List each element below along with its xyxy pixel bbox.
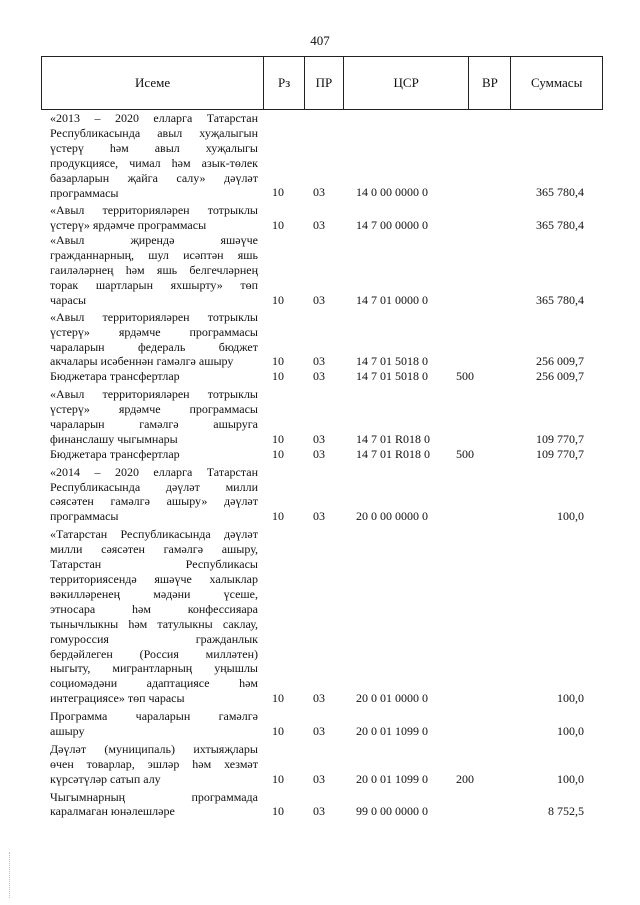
row-sum: 365 780,4 [536, 292, 584, 307]
table-row [0, 369, 640, 384]
row-name [50, 369, 258, 384]
row-name-line: «Авыл территорияләрен тотрыклы [50, 387, 258, 402]
row-name-line: үстерү» ярдәмче программасы [50, 324, 258, 339]
row-name-line: чараларын гамәлгә ашыруга [50, 416, 258, 431]
row-sum: 8 752,5 [548, 804, 584, 819]
scan-margin-marks [9, 852, 12, 898]
row-name-line: социомәдәни адаптациясе һәм [50, 676, 258, 691]
row-name-line: Дәүләт (муниципаль) ихтыяҗлары [50, 741, 258, 756]
row-rz: 10 [272, 446, 284, 461]
row-name-line: ныгыту, мигрантларның уңышлы [50, 661, 258, 676]
row-rz: 10 [272, 369, 284, 384]
row-name-line: чараларын федераль бюджет [50, 339, 258, 354]
row-pr: 03 [313, 431, 325, 446]
row-rz: 10 [272, 771, 284, 786]
row-name-line: Бюджетара трансфертлар [50, 446, 180, 461]
row-name [50, 742, 258, 787]
row-pr: 03 [313, 292, 325, 307]
table-row [0, 310, 640, 370]
row-sum: 256 009,7 [536, 369, 584, 384]
row-rz: 10 [272, 509, 284, 524]
row-rz: 10 [272, 354, 284, 369]
row-name-line: үстерү» ярдәмче программасы [50, 218, 207, 233]
row-name-line: Республикасында дәүләт милли [50, 479, 258, 494]
row-name [50, 233, 258, 308]
row-name-line: продукциясе, чимал һәм азык-төлек [50, 155, 258, 170]
row-name-line: бердәйлеген (Россия милләтен) [50, 646, 258, 661]
row-pr: 03 [313, 804, 325, 819]
row-csr: 20 0 00 0000 0 [356, 509, 428, 524]
row-name-line: гражданнарның, шул исәптән яшь [50, 248, 258, 263]
row-name-line: ашыру [50, 723, 85, 738]
header-name: Исеме [42, 57, 264, 109]
table-row [0, 709, 640, 739]
header-vr: ВР [469, 57, 511, 109]
row-name-line: вәкилләренең мәдәни үсеше, [50, 586, 258, 601]
row-csr: 20 0 01 1099 0 [356, 723, 428, 738]
row-name [50, 111, 258, 200]
row-name [50, 465, 258, 525]
table-row [0, 447, 640, 462]
table-row [0, 527, 640, 706]
row-rz: 10 [272, 804, 284, 819]
header-sum: Суммасы [531, 75, 583, 90]
row-sum: 100,0 [557, 723, 584, 738]
table-row [0, 203, 640, 233]
row-name-line: базарларын җайга салу» дәүләт [50, 170, 258, 185]
table-row [0, 742, 640, 787]
row-name-line: интеграциясе» төп чарасы [50, 691, 185, 706]
row-name-line: милли сәясәтен гамәлгә ашыру, [50, 542, 258, 557]
row-name [50, 790, 258, 820]
row-sum: 109 770,7 [536, 431, 584, 446]
row-rz: 10 [272, 431, 284, 446]
row-name-line: каралмаган юнәлешләре [50, 804, 175, 819]
row-vr: 500 [456, 446, 474, 461]
row-name-line: «Авыл территорияләрен тотрыклы [50, 203, 258, 218]
row-name-line: тынычлыкны һәм татулыкны саклау, [50, 616, 258, 631]
row-name-line: программасы [50, 509, 119, 524]
row-name [50, 203, 258, 233]
table-header [41, 56, 603, 110]
row-name [50, 447, 258, 462]
row-name-line: «Авыл җирендә яшәүче [50, 233, 258, 248]
row-rz: 10 [272, 691, 284, 706]
row-rz: 10 [272, 185, 284, 200]
row-csr: 14 0 00 0000 0 [356, 185, 428, 200]
row-rz: 10 [272, 292, 284, 307]
header-pr: ПР [305, 57, 344, 109]
row-sum: 365 780,4 [536, 185, 584, 200]
row-name-line: «2013 – 2020 елларга Татарстан [50, 111, 258, 125]
row-csr: 14 7 00 0000 0 [356, 218, 428, 233]
row-name-line: үстерү һәм авыл хуҗалыгы [50, 140, 258, 155]
row-name [50, 310, 258, 370]
row-vr: 500 [456, 369, 474, 384]
row-name-line: сәясәтен гамәлгә ашыру» дәүләт [50, 494, 258, 509]
header-rz: Рз [264, 57, 305, 109]
row-name-line: өчен товарлар, эшләр һәм хезмәт [50, 756, 258, 771]
row-name [50, 387, 258, 447]
row-pr: 03 [313, 185, 325, 200]
header-csr: ЦСР [344, 57, 470, 109]
row-name-line: Чыгымнарның программада [50, 789, 258, 804]
row-name-line: үстерү» ярдәмче программасы [50, 402, 258, 417]
row-csr: 14 7 01 5018 0 [356, 369, 428, 384]
row-name-line: акчалары исәбеннән гамәлгә ашыру [50, 354, 234, 369]
row-csr: 14 7 01 0000 0 [356, 292, 428, 307]
row-csr: 20 0 01 0000 0 [356, 691, 428, 706]
row-name-line: «2014 – 2020 елларга Татарстан [50, 464, 258, 479]
row-name-line: гомуроссия гражданлык [50, 631, 258, 646]
row-name-line: Бюджетара трансфертлар [50, 369, 180, 384]
page-number: 407 [310, 33, 330, 48]
row-csr: 14 7 01 R018 0 [356, 431, 431, 446]
table-row [0, 233, 640, 308]
row-csr: 14 7 01 R018 0 [356, 446, 431, 461]
row-pr: 03 [313, 509, 325, 524]
row-name-line: территориясендә яшәүче халыклар [50, 571, 258, 586]
row-pr: 03 [313, 446, 325, 461]
row-name-line: гаиләләрнең һәм яшь белгечләрнең [50, 263, 258, 277]
row-pr: 03 [313, 691, 325, 706]
row-sum: 256 009,7 [536, 354, 584, 369]
row-csr: 20 0 01 1099 0 [356, 771, 428, 786]
row-sum: 100,0 [557, 771, 584, 786]
row-pr: 03 [313, 771, 325, 786]
row-name-line: Республикасында авыл хуҗалыгын [50, 125, 258, 140]
row-rz: 10 [272, 723, 284, 738]
row-name-line: күрсәтүләр сатып алу [50, 771, 161, 786]
row-name-line: «Авыл территорияләрен тотрыклы [50, 309, 258, 324]
row-pr: 03 [313, 354, 325, 369]
row-pr: 03 [313, 723, 325, 738]
row-name [50, 527, 258, 706]
row-csr: 14 7 01 5018 0 [356, 354, 428, 369]
row-vr: 200 [456, 771, 474, 786]
row-rz: 10 [272, 218, 284, 233]
row-name-line: финанслашу чыгымнары [50, 431, 178, 446]
row-name-line: чарасы [50, 292, 87, 307]
table-row [0, 790, 640, 820]
row-name-line: Программа чараларын гамәлгә [50, 709, 258, 724]
row-name [50, 709, 258, 739]
row-pr: 03 [313, 218, 325, 233]
row-sum: 100,0 [557, 509, 584, 524]
row-name-line: Татарстан Республикасы [50, 557, 258, 572]
row-name-line: торак шартларын яхшырту» төп [50, 277, 258, 292]
row-sum: 365 780,4 [536, 218, 584, 233]
table-row [0, 387, 640, 447]
table-row [0, 465, 640, 525]
table-body [0, 111, 640, 819]
row-name-line: этносара һәм конфессияара [50, 601, 258, 616]
row-name-line: программасы [50, 185, 119, 200]
row-sum: 109 770,7 [536, 446, 584, 461]
row-name-line: «Татарстан Республикасында дәүләт [50, 527, 258, 542]
row-csr: 99 0 00 0000 0 [356, 804, 428, 819]
table-row [0, 111, 640, 200]
row-pr: 03 [313, 369, 325, 384]
row-sum: 100,0 [557, 691, 584, 706]
